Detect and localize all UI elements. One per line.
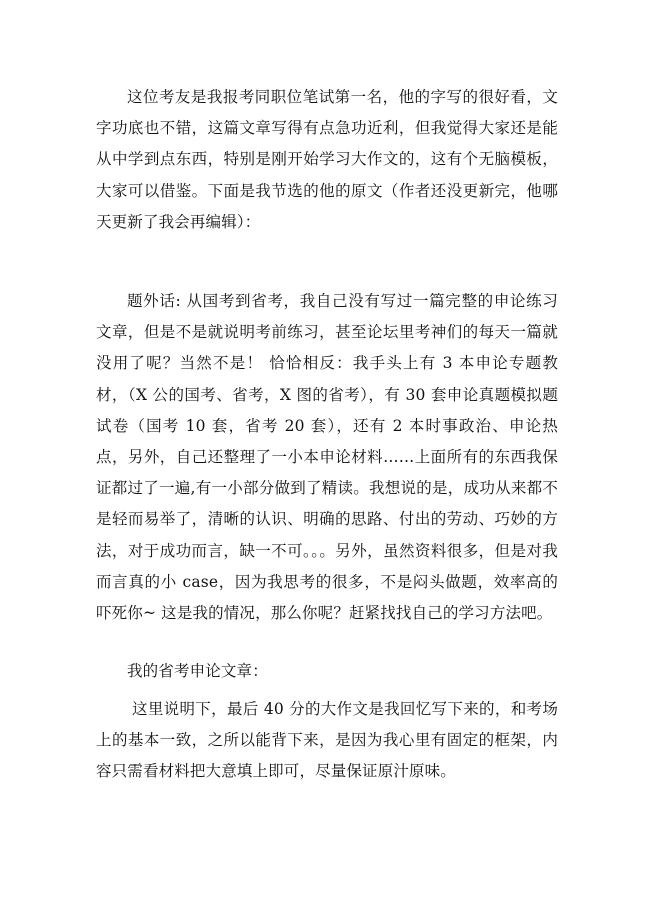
intro-paragraph: 这位考友是我报考同职位笔试第一名，他的字写的很好看，文字功底也不错，这篇文章写得有点急功近利，但我觉得大家还是能从中学到点东西，特别是刚开始学习大作文的，这有个无脑模板，大家可以借鉴。下面是我节选的他的原文（作者还没更新完，他哪天更新了我会再编辑）： [96,88,558,231]
explanation-paragraph: 这里说明下，最后 40 分的大作文是我回忆写下来的，和考场上的基本一致，之所以能背下来，是因为我心里有固定的框架，内容只需看材料把大意填上即可，尽量保证原汁原味。 [96,700,558,781]
digression-paragraph: 题外话: 从国考到省考，我自己没有写过一篇完整的申论练习文章，但是不是就说明考前练习，甚至论坛里考神们的每天一篇就没用了呢？当然不是！ 恰恰相反：我手头上有 3 本申论专题教材，（X 公的国考、省考，X 图的省考），有 30 套申论真题模拟题试卷（国考 10 套，省考 20 套），还有 2 本时事政治、申论热点，另外，自己还整理了一小本申论材料……上面所有的东西我保证都过了一遍,有一小部分做到了精读。我想说的是，成功从来都不是轻而易举了，清晰的认识、明确的思路、付出的劳动、巧妙的方法，对于成功而言，缺一不可。。。另外，虽然资料很多，但是对我而言真的小 case，因为我思考的很多，不是闷头做题，效率高的吓死你~ 这是我的情况，那么你呢？赶紧找找自己的学习方法吧。 [96,292,558,623]
essay-heading: 我的省考申论文章： [127,662,268,680]
